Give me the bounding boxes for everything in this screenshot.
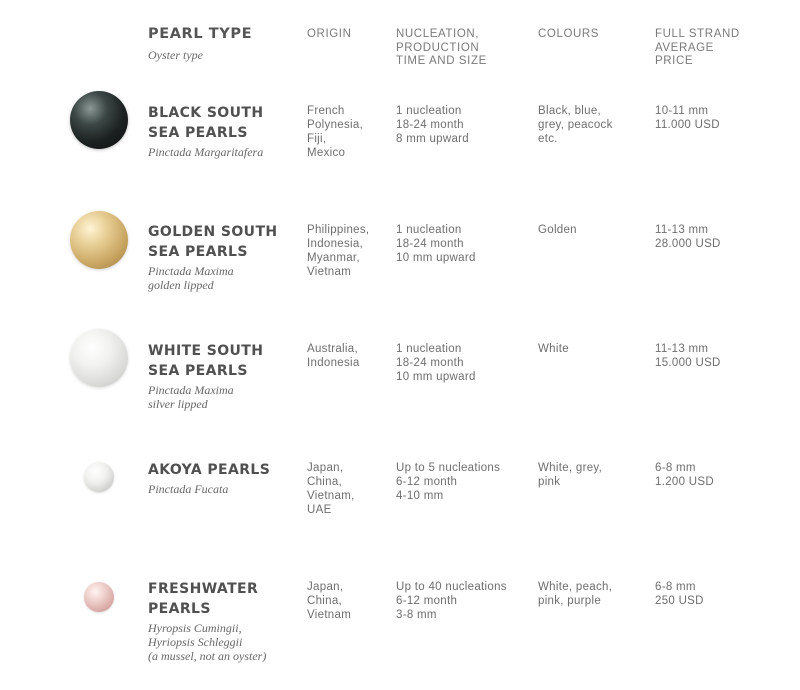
origin-cell: Australia, Indonesia	[307, 343, 360, 369]
pearl-latin-name: Hyropsis Cumingii, Hyriopsis Schleggii (a mussel, not an oyster)	[148, 621, 267, 663]
nucleation-cell: Up to 40 nucleations 6-12 month 3-8 mm	[396, 581, 507, 621]
white-pearl-image	[70, 329, 128, 387]
origin-column-header: ORIGIN	[307, 28, 352, 40]
akoya-pearl-image	[84, 462, 114, 492]
pearl-latin-name: Pinctada Fucata	[148, 482, 229, 496]
colours-cell: Golden	[538, 224, 577, 236]
nucleation-cell: 1 nucleation 18-24 month 8 mm upward	[396, 105, 469, 145]
origin-cell: Japan, China, Vietnam	[307, 581, 352, 621]
pearl-name: BLACK SOUTH SEA PEARLS	[148, 105, 264, 141]
table-row	[0, 580, 800, 690]
nucleation-cell: Up to 5 nucleations 6-12 month 4-10 mm	[396, 462, 501, 502]
table-row	[0, 223, 800, 333]
colours-cell: White, peach, pink, purple	[538, 581, 613, 607]
table-row	[0, 342, 800, 452]
origin-cell: Philippines, Indonesia, Myanmar, Vietnam	[307, 224, 370, 278]
price-cell: 6-8 mm 1.200 USD	[655, 462, 714, 488]
nucleation-column-header: NUCLEATION, PRODUCTION TIME AND SIZE	[396, 28, 487, 68]
price-cell: 10-11 mm 11.000 USD	[655, 105, 720, 131]
black-pearl-image	[70, 91, 128, 149]
oyster-type-subheading: Oyster type	[148, 48, 203, 62]
nucleation-cell: 1 nucleation 18-24 month 10 mm upward	[396, 343, 476, 383]
pearl-type-heading: PEARL TYPE	[148, 26, 253, 42]
origin-cell: Japan, China, Vietnam, UAE	[307, 462, 355, 516]
pearl-latin-name: Pinctada Maxima silver lipped	[148, 383, 234, 411]
pearl-latin-name: Pinctada Margaritafera	[148, 145, 264, 159]
pearl-name: GOLDEN SOUTH SEA PEARLS	[148, 224, 278, 260]
price-cell: 6-8 mm 250 USD	[655, 581, 704, 607]
pearl-name: WHITE SOUTH SEA PEARLS	[148, 343, 264, 379]
table-row	[0, 461, 800, 571]
price-column-header: FULL STRAND AVERAGE PRICE	[655, 28, 740, 68]
table-row	[0, 104, 800, 214]
pearl-name: FRESHWATER PEARLS	[148, 581, 259, 617]
colours-cell: White, grey, pink	[538, 462, 603, 488]
freshwater-pearl-image	[84, 582, 114, 612]
nucleation-cell: 1 nucleation 18-24 month 10 mm upward	[396, 224, 476, 264]
pearl-latin-name: Pinctada Maxima golden lipped	[148, 264, 234, 292]
colours-cell: White	[538, 343, 569, 355]
price-cell: 11-13 mm 28.000 USD	[655, 224, 721, 250]
colours-column-header: COLOURS	[538, 28, 600, 40]
pearl-name: AKOYA PEARLS	[148, 462, 271, 478]
price-cell: 11-13 mm 15.000 USD	[655, 343, 721, 369]
origin-cell: French Polynesia, Fiji, Mexico	[307, 105, 364, 159]
golden-pearl-image	[70, 211, 128, 269]
colours-cell: Black, blue, grey, peacock etc.	[538, 105, 613, 145]
